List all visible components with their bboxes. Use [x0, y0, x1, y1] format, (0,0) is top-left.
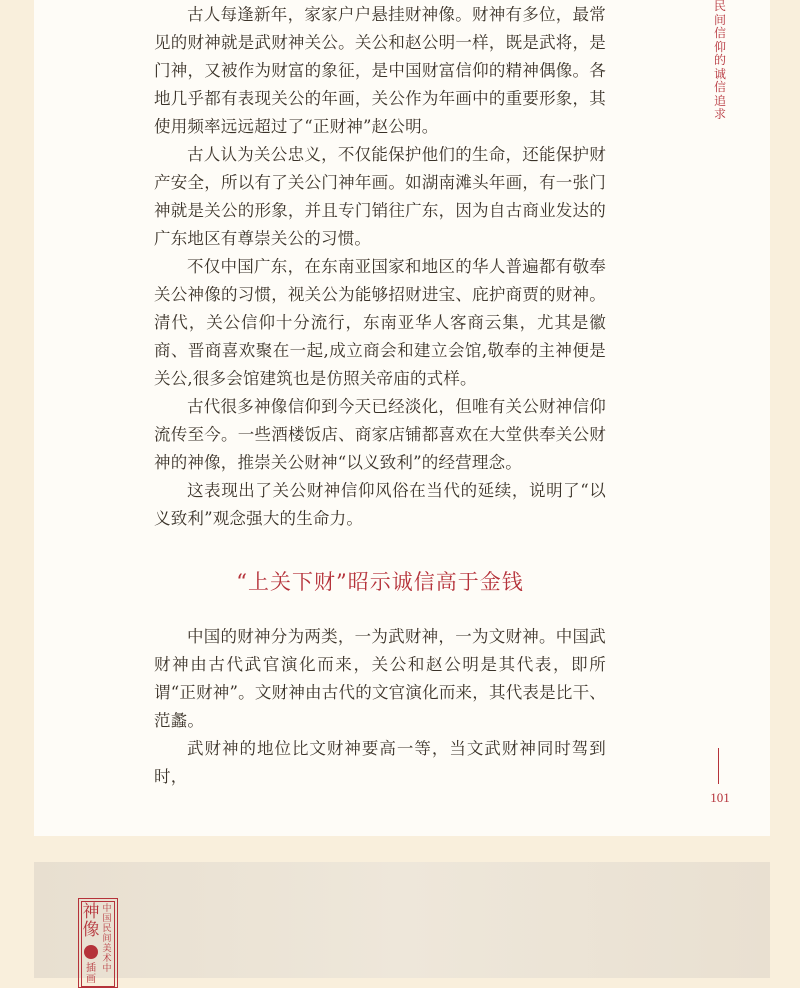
seal-series: 中国民间美术中	[102, 904, 112, 974]
seal-subtitle: 插画	[86, 963, 96, 985]
paragraph: 这表现出了关公财神信仰风俗在当代的延续，说明了“以义致利”观念强大的生命力。	[154, 481, 606, 528]
section-heading: “上关下财”昭示诚信高于金钱	[236, 570, 524, 594]
book-page	[34, 0, 770, 836]
paragraph: 古人认为关公忠义，不仅能保护他们的生命，还能保护财产安全，所以有了关公门神年画。如湖南滩头年画，有一张门神就是关公的形象，并且专门销往广东，因为自古商业发达的广东地区有尊崇关公的习惯。	[154, 145, 606, 248]
seal-emblem-icon	[84, 945, 98, 959]
paragraph: 中国的财神分为两类，一为武财神，一为文财神。中国武财神由古代武官演化而来，关公和赵公明是其代表，即所谓“正财神”。文财神由古代的文官演化而来，其代表是比干、范蠡。	[154, 627, 606, 730]
seal-title: 神像	[82, 902, 100, 940]
paragraph: 古代很多神像信仰到今天已经淡化，但唯有关公财神信仰流传至今。一些酒楼饭店、商家店铺都喜欢在大堂供奉关公财神的神像，推崇关公财神“以义致利”的经营理念。	[154, 397, 606, 472]
book-seal	[78, 898, 118, 988]
next-page-preview	[34, 862, 770, 985]
paragraph: 不仅中国广东，在东南亚国家和地区的华人普遍都有敬奉关公神像的习惯，视关公为能够招财进宝、庇护商贾的财神。清代，关公信仰十分流行，东南亚华人客商云集，尤其是徽商、晋商喜欢聚在一起,成立商会和建立会馆,敬奉的主神便是关公,很多会馆建筑也是仿照关帝庙的式样。	[154, 257, 606, 388]
running-header: 民间信仰的诚信追求	[713, 0, 726, 121]
page-number: 101	[710, 790, 730, 805]
page-number-rule	[718, 748, 719, 784]
paragraph: 古人每逢新年，家家户户悬挂财神像。财神有多位，最常见的财神就是武财神关公。关公和赵公明一样，既是武将，是门神，又被作为财富的象征，是中国财富信仰的精神偶像。各地几乎都有表现关公的年画，关公作为年画中的重要形象，其使用频率远远超过了“正财神”赵公明。	[154, 5, 606, 136]
body-text-bottom	[154, 623, 606, 791]
body-text-top	[154, 1, 606, 533]
paragraph: 武财神的地位比文财神要高一等，当文武财神同时驾到时，	[154, 739, 606, 786]
